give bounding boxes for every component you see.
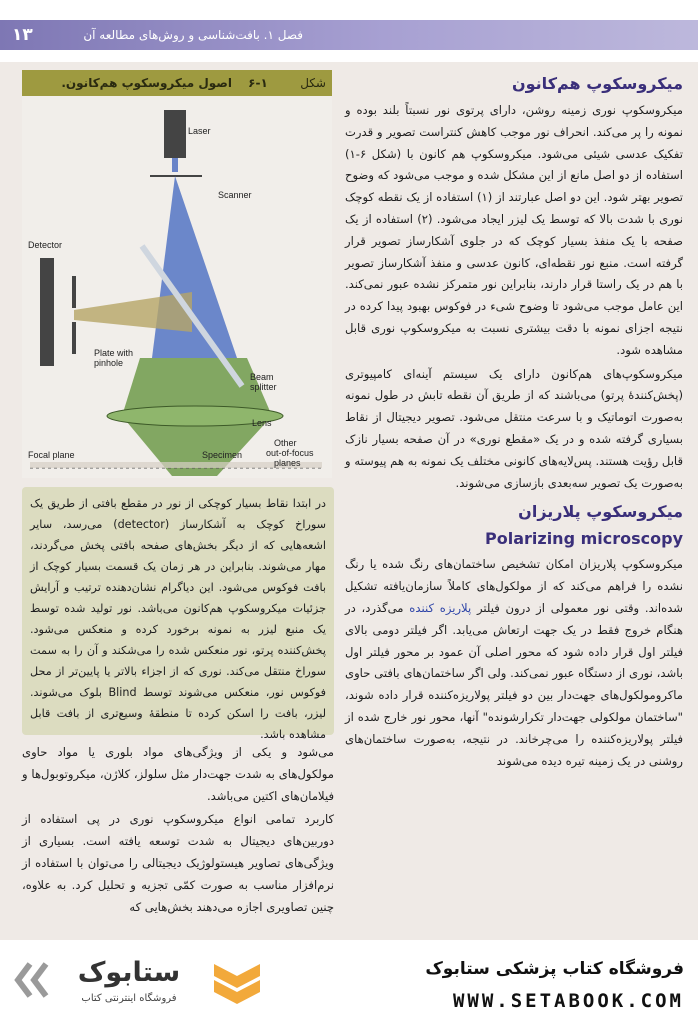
label-beam: Beam: [250, 372, 274, 382]
highlighted-term: پلاریزه کننده: [409, 600, 472, 615]
figure-caption: در ابتدا نقاط بسیار کوچکی از نور در مقطع بافتی از طریق یک سوراخ کوچک به آشکارساز (detector) می‌رسد، سایر اشعه‌هایی که از دیگر بخش‌های صفحه بافتی پخش می‌گردند، مهار می‌شوند. بنابراین در هر زمان یک قسمت بسیار کوچک از بافت فوکوس می‌شود. این دیاگرام نشان‌دهنده ترتیب و آرایش جزئیات میکروسکوپ هم‌کانون می‌باشد. نور تولید شده توسط یک منبع لیزر به نمونه برخورد کرده و منعکس می‌شود. پخش‌کننده پرتو، نور منعکس شده را می‌شکند و آن را به سمت سوراخ منتقل می‌کند. نوری که از اجزاء بالاتر یا پایین‌تر از محل فوکوس نور، منعکس می‌شوند توسط Blind بلوک می‌شوند. لیزر، بافت را اسکن کرده تا منطقهٔ وسیع‌تری از بافت قابل مشاهده باشد.: [22, 487, 334, 735]
label-laser: Laser: [188, 126, 211, 136]
label-specimen: Specimen: [202, 450, 243, 460]
section-heading-polarizing-en: Polarizing microscopy: [485, 529, 683, 549]
figure-label: شکل: [300, 76, 326, 90]
shop-url[interactable]: WWW.SETABOOK.COM: [452, 990, 684, 1012]
label-other: Other: [274, 438, 297, 448]
label-detector: Detector: [28, 240, 63, 250]
label-splitter: splitter: [250, 382, 277, 392]
shop-name: فروشگاه کتاب پزشکی ستابوک: [425, 959, 684, 979]
footer-banner: [0, 940, 698, 1024]
section-heading-polarizing: میکروسکوپ پلاریزان: [518, 502, 683, 522]
page-header: [0, 0, 698, 62]
book-chevron-icon: [210, 958, 264, 1006]
figure-confocal: [22, 70, 332, 478]
label-lens: Lens: [252, 418, 272, 428]
label-pinhole: pinhole: [94, 358, 124, 368]
laser-nozzle: [172, 158, 178, 172]
figure-diagram: [22, 96, 332, 478]
logo-text: ستابوک: [77, 957, 181, 988]
detector-beam: [74, 292, 192, 332]
label-out-of-focus: out-of-focus: [266, 448, 314, 458]
text-run: می‌گذرد، در هنگام خروج فقط در یک جهت ارتعاش می‌یابد. اگر فیلتر دومی بالای فیلتر اول قرار داده شود که محور اصلی آن عمود بر محور فیلتر اول باشد، نوری از دستگاه عبور نمی‌کند. ولی اگر ساختمان‌های بافتی حاوی ماکرومولکول‌های جهت‌دار بین دو فیلتر پولاریزه‌کننده قرار داده شوند، "ساختمان مولکولی جهت‌دار تکرارشونده" آنها، محور نور خارج شده از فیلتر پولاریزه‌کننده را می‌چرخاند. در نتیجه، به‌صورت ساختمان‌های روشنی در یک زمینه تیره دیده می‌شوند: [345, 600, 683, 768]
label-scanner: Scanner: [218, 190, 252, 200]
figure-number: ۶-۱: [248, 76, 268, 90]
chapter-title: فصل ۱. بافت‌شناسی و روش‌های مطالعه آن: [83, 28, 303, 42]
label-plate-with: Plate with: [94, 348, 134, 358]
setabook-logo[interactable]: [14, 954, 274, 1012]
paragraph: کاربرد تمامی انواع میکروسکوپ نوری در پی استفاده از دوربین‌های دیجیتال به شدت توسعه یافته است. بسیاری از ویژگی‌های تصاویر هیستولوژیک دیجیتالی را می‌توان با استفاده از نرم‌افزار مناسب به صورت کمّی تجزیه و تحلیل کرد. به علاوه، چنین تصاویری اجازه می‌دهند بخش‌هایی که: [22, 812, 334, 914]
detector: [40, 258, 54, 366]
left-column-text: [22, 742, 334, 938]
figure-title: اصول میکروسکوپ هم‌کانون.: [61, 76, 232, 90]
paragraph: میکروسکوپ نوری زمینه روشن، دارای پرتوی نور نسبتاً بلند بوده و نمونه را پر می‌کند. انحراف نور موجب کاهش کنتراست تصویر و قدرت تفکیک عدسی شیئی می‌شود. میکروسکوپ هم کانون با (شکل ۶-۱) استفاده از دو اصل مانع از این مشکل شده و موجب می‌شود که وضوح تصویر بهتر شود. این دو اصل عبارتند از (۱) استفاده از یک نقطه کوچک نوری با شدت بالا که توسط یک لیزر ایجاد می‌شود. (۲) استفاده از یک صفحه با یک منفذ بسیار کوچک که در جلوی آشکارساز تصویر قرار گرفته است. منبع نور نقطه‌ای، کانون عدسی و منفذ آشکارساز تصویر با هم در یک راستا قرار دارند، بنابراین نور متمرکز نشده عبور نمی‌کند. این عامل موجب می‌شود تا وضوح شیء در فوکوس بهبود پیدا کرده در نتیجه اجزای نمونه با دقت بیشتری نسبت به میکروسکوپ نوری قابل مشاهده شود.: [345, 103, 684, 357]
figure-header: [22, 70, 332, 96]
page-number: ۱۳: [12, 25, 33, 45]
laser-beam: [152, 176, 237, 358]
confocal-diagram: [22, 96, 332, 478]
section-heading-confocal: میکروسکوپ هم‌کانون: [511, 74, 683, 93]
paragraph: [345, 554, 683, 772]
chevrons-icon: [14, 960, 50, 1000]
laser-source: [164, 110, 186, 158]
pinhole-plate-lower: [72, 322, 76, 354]
paragraph: می‌شود و یکی از ویژگی‌های مواد بلوری یا مواد حاوی مولکول‌های به شدت جهت‌دار مثل سلولز، کلاژن، میکروتوبول‌ها و فیلامان‌های اکتین می‌باشد.: [22, 745, 334, 803]
paragraph: میکروسکوپ‌های هم‌کانون دارای یک سیستم آینه‌ای کامپیوتری (پخش‌کنندهٔ پرتو) می‌باشند که از طریق آن نقطه تابش در طول نمونه به‌صورت اتوماتیک و با سرعت منتقل می‌شود. تصویر دیجیتال از نقاط بسیاری گرفته شده و در یک «مقطع نوری» در آن صفحه بسیار نازک قابل رؤیت هستند. پس‌لایه‌های کانونی مختلف یک نمونه به هم پیوسته و به‌صورت یک تصویر سه‌بعدی بازسازی می‌شوند.: [345, 366, 683, 490]
pinhole-plate-upper: [72, 276, 76, 308]
text-run: میکروسکوپ پلاریزان امکان تشخیص ساختمان‌های رنگ شده یا رنگ نشده را فراهم می‌کند که از مولکول‌های کاملاً سازمان‌یافته تشکیل شده‌اند. وقتی نور معمولی از درون فیلتر: [345, 557, 683, 615]
label-focal-plane: Focal plane: [28, 450, 75, 460]
logo-subtitle: فروشگاه اینترنتی کتاب: [81, 993, 177, 1004]
right-column: [345, 72, 683, 938]
label-planes: planes: [274, 458, 301, 468]
